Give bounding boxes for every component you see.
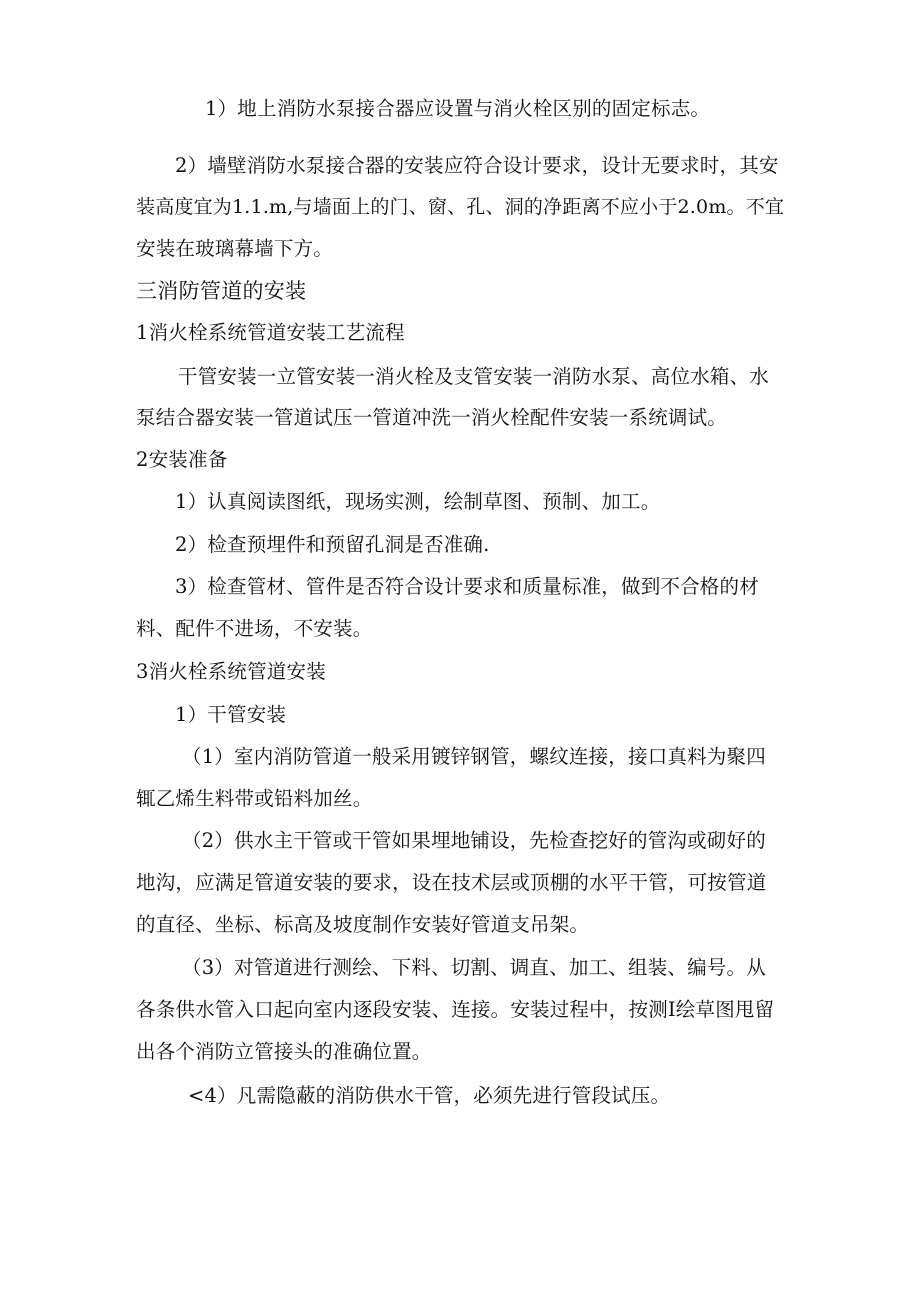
text-line: 出各个消防立管接头的准确位置。	[136, 1040, 432, 1063]
text-line: （2）供水主干管或干管如果埋地铺设，先检查挖好的管沟或砌好的	[182, 829, 766, 852]
text-line: 3）检查管材、管件是否符合设计要求和质量标准，做到不合格的材	[175, 575, 759, 598]
text-line: 地沟，应满足管道安装的要求，设在技术层或顶棚的水平干管，可按管道	[136, 871, 767, 894]
text-line: 的直径、坐标、标高及坡度制作安装好管道支吊架。	[136, 913, 590, 936]
text-line: 各条供水管入口起向室内逐段安装、连接。安装过程中，按测I绘草图甩留	[136, 998, 775, 1021]
text-line: 安装在玻璃幕墙下方。	[136, 237, 334, 260]
text-line: 2）检查预埋件和预留孔洞是否准确.	[175, 533, 490, 556]
subsection-heading: 3消火栓系统管道安装	[136, 660, 326, 683]
text-line: 2）墙壁消防水泵接合器的安装应符合设计要求，设计无要求时，其安	[175, 154, 779, 177]
text-line: 装高度宜为1.1.m,与墙面上的门、窗、孔、洞的净距离不应小于2.0m。不宜	[136, 196, 785, 218]
text-line: <4）凡需隐蔽的消防供水干管，必须先进行管段试压。	[188, 1084, 671, 1107]
text-line: 辄乙烯生料带或铅料加丝。	[136, 787, 373, 810]
text-line: 干管安装一立管安装一消火栓及支管安装一消防水泵、高位水箱、水	[178, 365, 770, 388]
text-line: 泵结合器安装一管道试压一管道冲洗一消火栓配件安装一系统调试。	[136, 406, 728, 429]
text-line: 1）认真阅读图纸，现场实测，绘制草图、预制、加工。	[175, 490, 661, 513]
text-line: 1）干管安装	[175, 703, 287, 726]
subsection-heading: 2安装准备	[136, 448, 228, 471]
text-line: 1）地上消防水泵接合器应设置与消火栓区别的固定标志。	[205, 97, 711, 120]
subsection-heading: 1消火栓系统管道安装工艺流程	[136, 321, 405, 344]
text-line: （1）室内消防管道一般采用镀锌钢管，螺纹连接，接口真料为聚四	[182, 745, 766, 768]
section-heading: 三消防管道的安装	[136, 279, 307, 303]
text-line: 料、配件不进场，不安装。	[136, 617, 373, 640]
text-line: （3）对管道进行测绘、下料、切割、调直、加工、组装、编号。从	[182, 956, 766, 979]
